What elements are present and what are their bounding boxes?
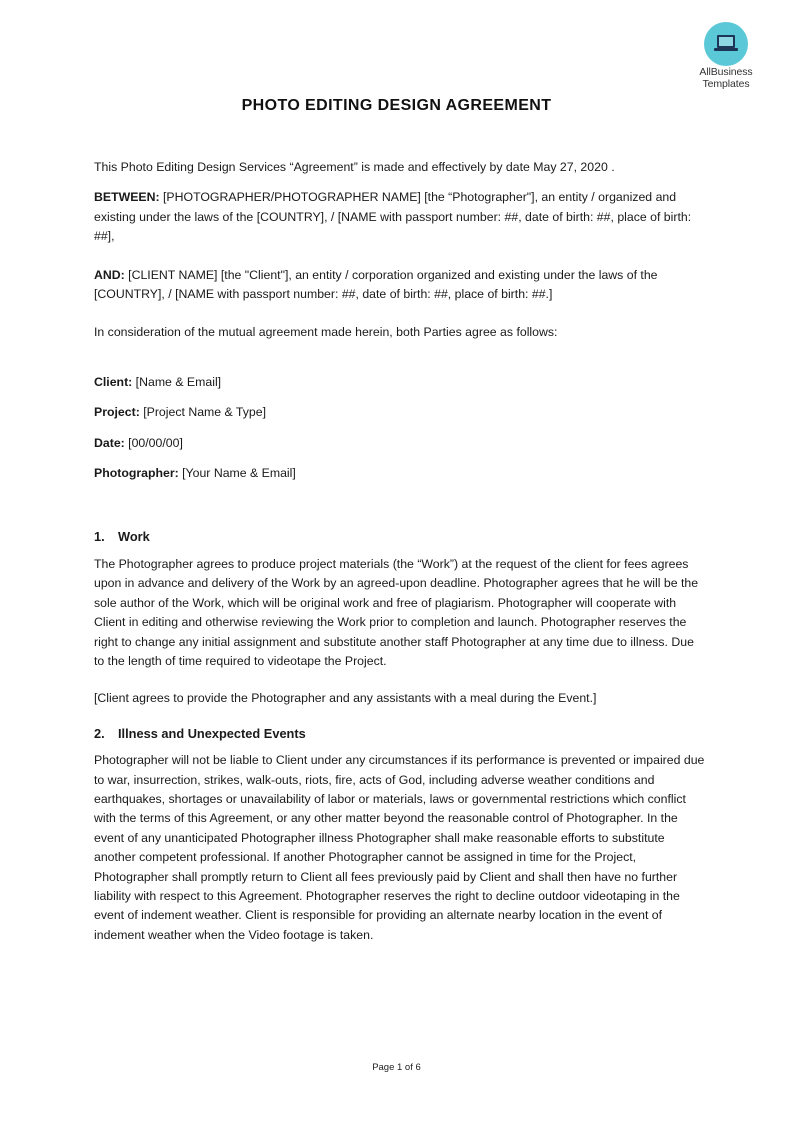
section-paragraph: The Photographer agrees to produce project materials (the “Work”) at the request of the client for fees agrees upon in advance and delivery of the Work by an agreed-upon deadline. Photographer agrees that he will be the sole author of the Work, which will be original work and free of plagiarism. Photographer will cooperate with Client in editing and otherwise reviewing the Work prior to completion and launch. Photographer reserves the right to change any initial assignment and substitute another staff Photographer at any time due to illness. Due to the length of time required to videotape the Project. xyxy=(94,556,699,668)
and-text: [CLIENT NAME] [the "Client"], an entity / corporation organized and existing under the laws of the [COUNTRY], / [NAME with passport number: ##, date of birth: ##, place of birth: ##.] xyxy=(94,267,658,302)
intro-paragraph: This Photo Editing Design Services “Agreement” is made and effectively by date May 27, 2020 . xyxy=(94,160,615,174)
document-body xyxy=(94,158,706,945)
allbusiness-templates-logo xyxy=(691,22,761,90)
logo-text-line2: Templates xyxy=(702,78,750,90)
field-project xyxy=(94,403,706,422)
section-paragraph: Photographer will not be liable to Client under any circumstances if its performance is prevented or impaired due to war, insurrection, strikes, walk-outs, riots, fire, acts of God, including adverse weather conditions and earthquakes, shortages or unavailability of labor or materials, laws or governmental restrictions which conflict with the terms of this Agreement, or any other matter beyond the reasonable control of Photographer. In the event of any unanticipated Photographer illness Photographer shall make reasonable efforts to substitute another competent professional. If another Photographer cannot be assigned in time for the Project, Photographer shall promptly return to Client all fees previously paid by Client and shall then have no further liability with respect to this Agreement. Photographer reserves the right to decline outdoor videotaping in the event of indement weather. Client is responsible for providing an alternate nearby location in the event of indement weather when the Video footage is taken. xyxy=(94,753,705,942)
between-paragraph xyxy=(94,188,706,246)
field-label: Photographer: xyxy=(94,466,179,481)
and-label: AND: xyxy=(94,267,125,282)
field-value: [00/00/00] xyxy=(124,435,183,450)
section-paragraph: [Client agrees to provide the Photographer and any assistants with a meal during the Event.] xyxy=(94,691,597,706)
field-label: Date: xyxy=(94,435,125,450)
field-label: Client: xyxy=(94,374,133,389)
between-label: BETWEEN: xyxy=(94,190,160,205)
field-value: [Project Name & Type] xyxy=(139,405,267,420)
laptop-icon xyxy=(704,22,748,66)
section-title: Work xyxy=(118,529,150,545)
between-text: [PHOTOGRAPHER/PHOTOGRAPHER NAME] [the “Photographer"], an entity / organized and existing under the laws of the [COUNTRY], / [NAME with passport number: ##, date of birth: ##, place of birth: ##], xyxy=(94,190,692,244)
section-heading-work xyxy=(94,527,706,546)
section-heading-illness xyxy=(94,724,706,743)
logo-text-line1: AllBusiness xyxy=(699,66,753,78)
and-paragraph xyxy=(94,266,706,305)
field-client xyxy=(94,373,706,392)
field-value: [Name & Email] xyxy=(132,374,222,389)
section-title: Illness and Unexpected Events xyxy=(118,725,306,741)
page-number: Page 1 of 6 xyxy=(372,1062,421,1073)
section-number: 2. xyxy=(94,725,105,741)
field-date xyxy=(94,434,706,453)
field-photographer xyxy=(94,464,706,483)
field-label: Project: xyxy=(94,405,140,420)
document-title: PHOTO EDITING DESIGN AGREEMENT xyxy=(241,97,552,114)
field-value: [Your Name & Email] xyxy=(178,466,296,481)
consideration-paragraph: In consideration of the mutual agreement made herein, both Parties agree as follows: xyxy=(94,325,558,340)
section-number: 1. xyxy=(94,529,105,545)
